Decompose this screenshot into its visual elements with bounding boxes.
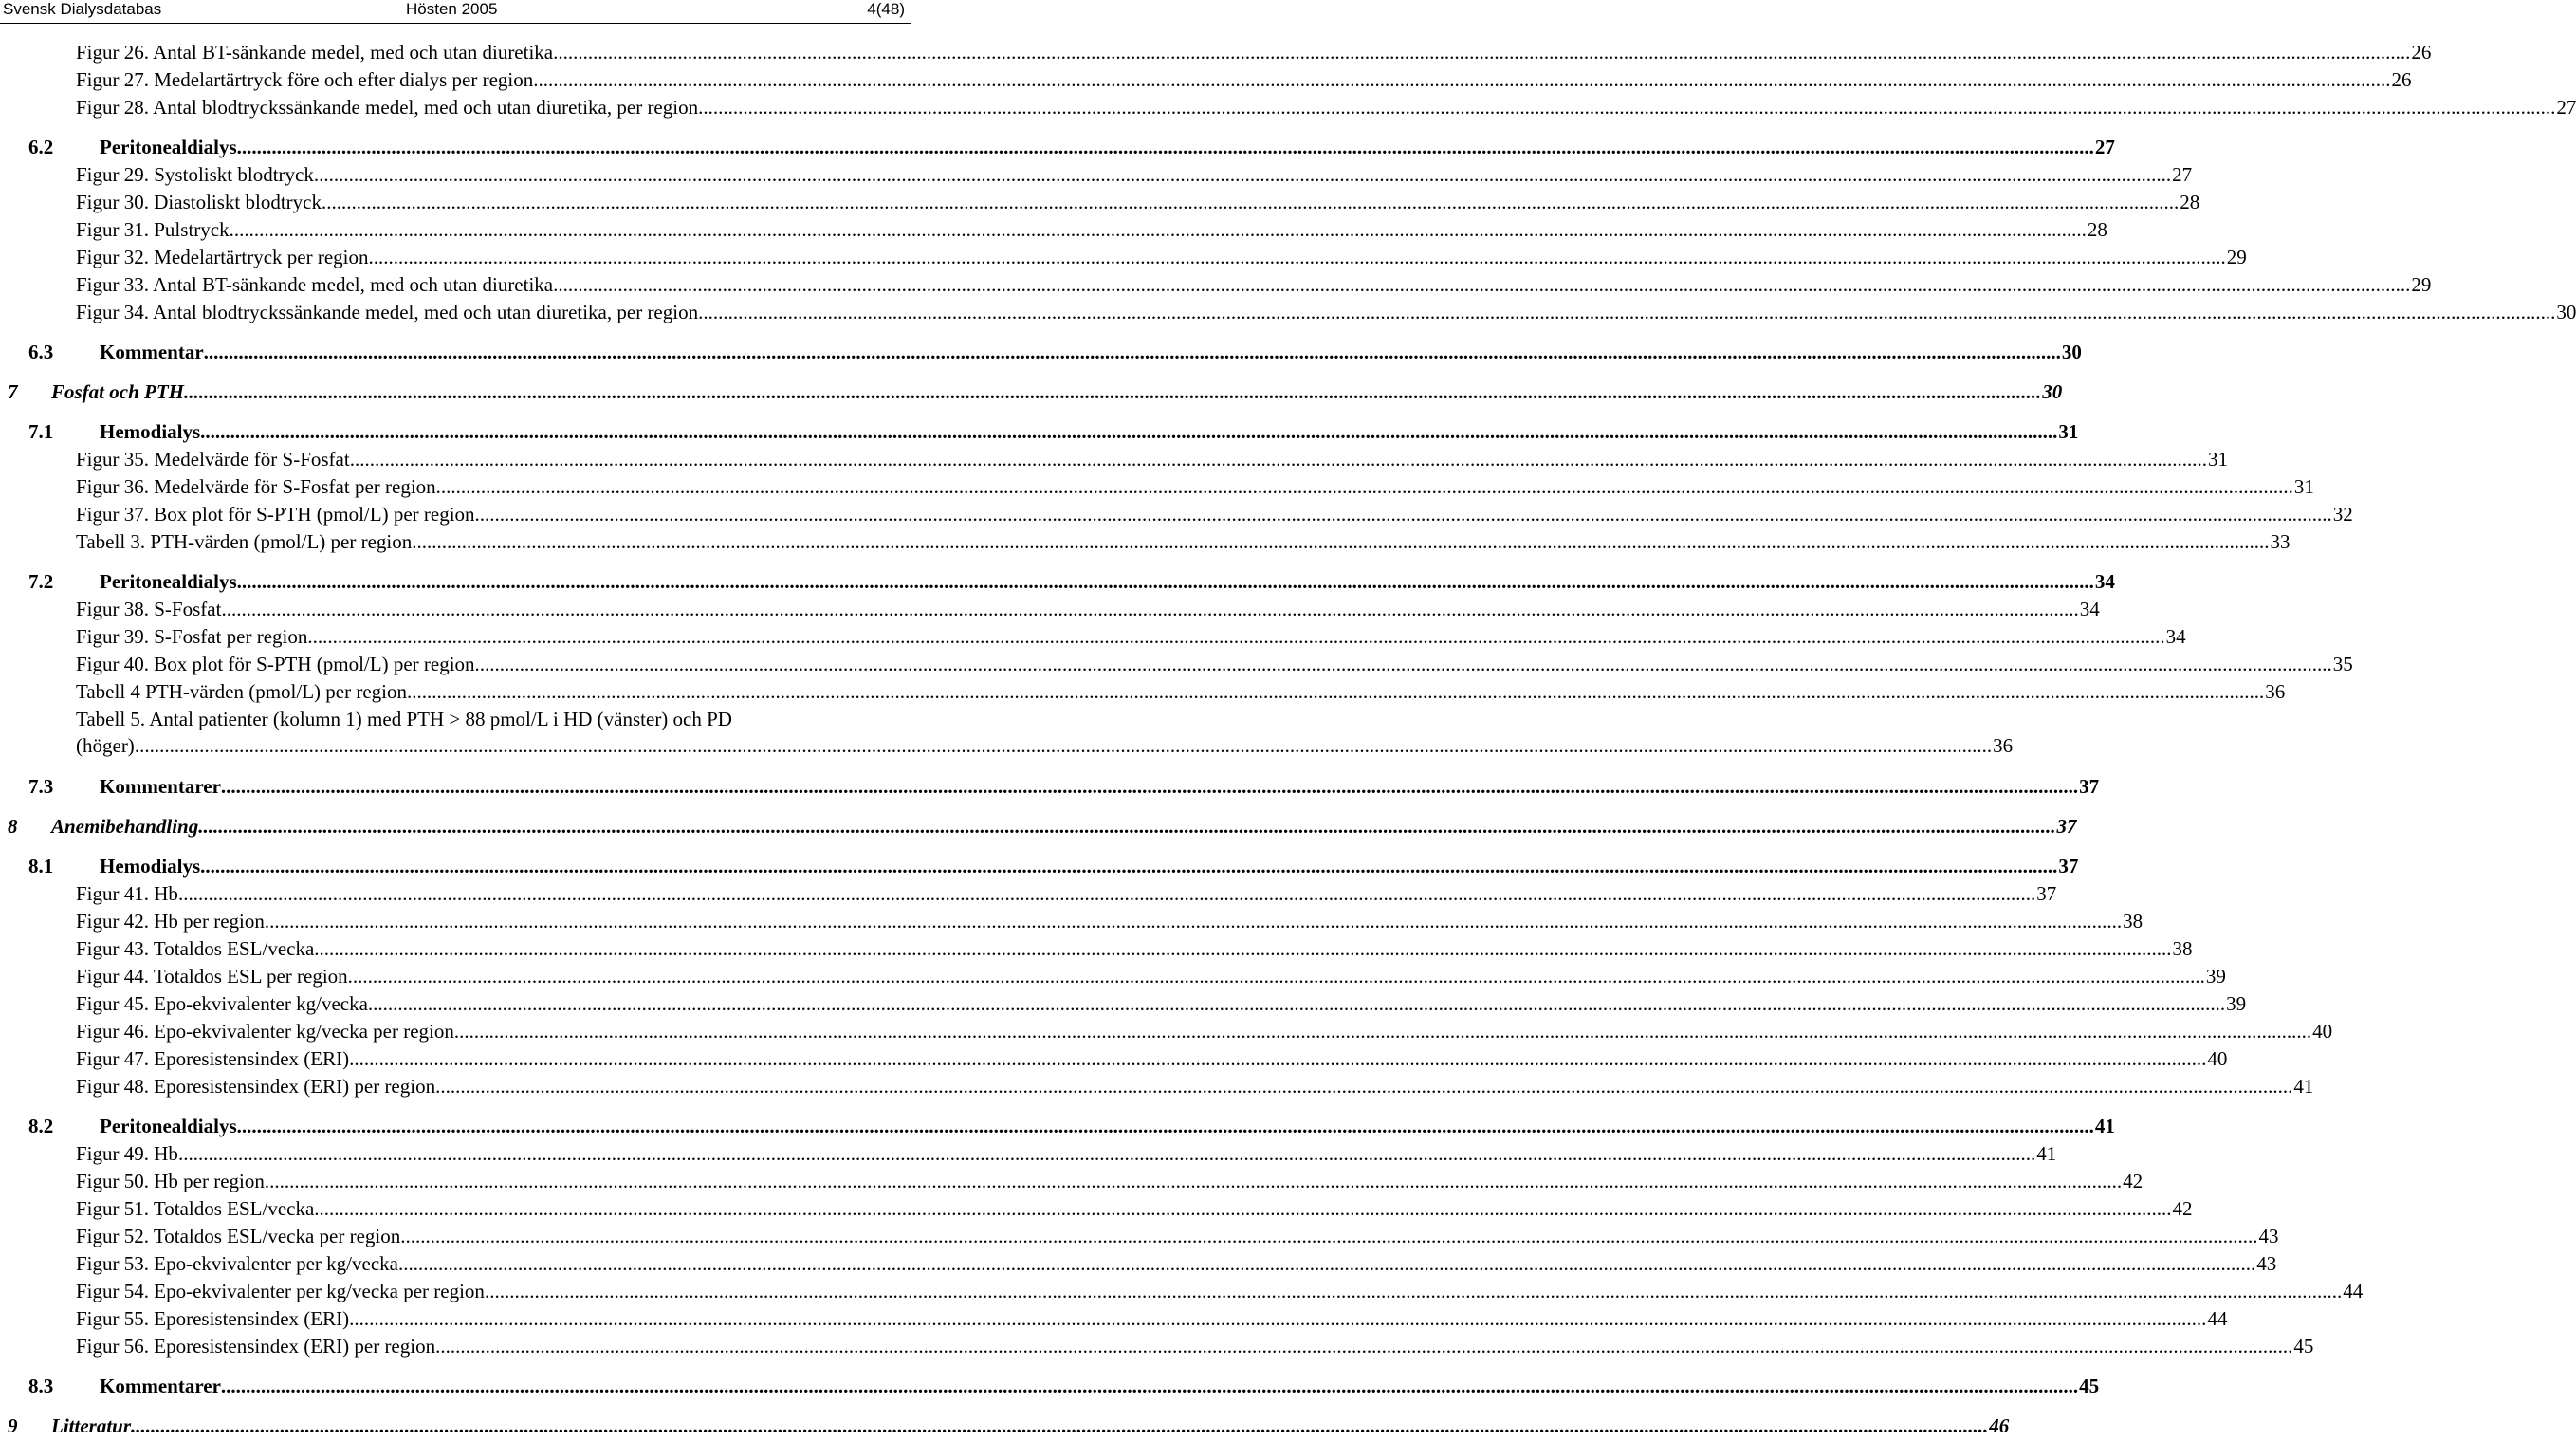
toc-page-number: 36 <box>2265 680 2286 703</box>
toc-entry[interactable] <box>76 1333 2314 1361</box>
toc-page-number: 37 <box>2056 815 2077 838</box>
toc-leader-dots <box>265 908 2122 934</box>
toc-entry-title: Figur 43. Totaldos ESL/vecka <box>76 937 315 960</box>
toc-page-number: 27 <box>2094 136 2115 158</box>
toc-entry[interactable] <box>76 216 2107 245</box>
toc-leader-dots <box>178 1140 2035 1167</box>
toc-leader-dots <box>178 880 2035 907</box>
toc-entry[interactable] <box>76 990 2247 1019</box>
toc-section-heading[interactable] <box>28 773 2100 802</box>
toc-entry[interactable] <box>76 1140 2057 1169</box>
toc-page-number: 36 <box>1993 734 2014 757</box>
toc-leader-dots <box>485 1278 2342 1304</box>
toc-entry-title-line1: Tabell 5. Antal patienter (kolumn 1) med PTH > 88 pmol/L i HD (vänster) och PD <box>76 708 732 730</box>
toc-leader-dots <box>348 963 2205 989</box>
toc-entry[interactable] <box>76 1073 2314 1101</box>
toc-entry-title: Figur 31. Pulstryck <box>76 218 230 241</box>
toc-page-number: 27 <box>2556 96 2576 119</box>
toc-page-number: 31 <box>2293 475 2314 498</box>
toc-section-number: 7.1 <box>28 420 54 443</box>
toc-entry[interactable] <box>76 446 2228 474</box>
toc-leader-dots <box>400 1223 2257 1249</box>
toc-page-number: 31 <box>2207 448 2228 471</box>
toc-page-number: 37 <box>2036 882 2057 905</box>
toc-entry[interactable] <box>76 1305 2228 1334</box>
toc-page-number: 41 <box>2293 1075 2314 1098</box>
toc-leader-dots <box>237 134 2094 160</box>
toc-section-title: Kommentarer <box>100 1375 221 1397</box>
toc-leader-dots <box>533 66 2390 93</box>
toc-page-number: 32 <box>2332 503 2353 526</box>
toc-entry[interactable] <box>76 1278 2364 1306</box>
toc-entry[interactable] <box>76 299 2576 327</box>
toc-entry-title: Figur 29. Systoliskt blodtryck <box>76 163 314 186</box>
toc-section-heading[interactable] <box>28 339 2082 367</box>
toc-entry-title: Figur 49. Hb <box>76 1142 178 1165</box>
toc-chapter-number: 8 <box>8 815 18 838</box>
toc-entry[interactable] <box>76 1195 2193 1224</box>
toc-entry[interactable] <box>76 528 2291 557</box>
toc-entry-title: Figur 37. Box plot för S-PTH (pmol/L) per region <box>76 503 475 526</box>
toc-leader-dots <box>322 189 2179 215</box>
toc-section-heading[interactable] <box>28 568 2115 597</box>
toc-leader-dots <box>135 732 1992 759</box>
toc-entry-title: Figur 27. Medelartärtryck före och efter dialys per region <box>76 68 534 91</box>
toc-section-title: Hemodialys <box>100 420 201 443</box>
toc-entry[interactable] <box>76 880 2057 909</box>
toc-leader-dots <box>698 94 2555 120</box>
toc-chapter-title: Litteratur <box>51 1414 132 1437</box>
toc-leader-dots <box>307 623 2164 650</box>
toc-page-number: 45 <box>2079 1375 2100 1397</box>
toc-leader-dots <box>350 446 2207 472</box>
toc-leader-dots <box>314 1195 2171 1222</box>
toc-entry-title: Figur 54. Epo-ekvivalenter per kg/vecka per region <box>76 1280 485 1302</box>
toc-entry[interactable] <box>76 1168 2144 1196</box>
toc-page-number: 39 <box>2205 965 2226 988</box>
toc-section-heading[interactable] <box>28 418 2079 447</box>
toc-entry[interactable] <box>76 963 2226 991</box>
toc-page-number: 29 <box>2226 246 2247 268</box>
toc-page-number: 33 <box>2270 530 2291 553</box>
toc-entry[interactable] <box>76 1223 2279 1251</box>
toc-entry[interactable] <box>76 501 2353 529</box>
toc-section-title: Hemodialys <box>100 855 201 878</box>
toc-entry-title: Figur 55. Eporesistensindex (ERI) <box>76 1307 350 1330</box>
toc-entry[interactable] <box>76 94 2576 122</box>
toc-section-title: Peritonealdialys <box>100 570 237 593</box>
toc-page-number: 45 <box>2293 1335 2314 1358</box>
toc-page-number: 38 <box>2123 910 2144 933</box>
toc-page-number: 28 <box>2180 191 2200 213</box>
toc-entry-title: Figur 26. Antal BT-sänkande medel, med och utan diuretika <box>76 41 554 64</box>
toc-entry-title: Figur 48. Eporesistensindex (ERI) per region <box>76 1075 436 1098</box>
toc-entry[interactable] <box>76 271 2432 300</box>
toc-leader-dots <box>221 596 2078 622</box>
toc-leader-dots <box>435 1073 2292 1099</box>
toc-leader-dots <box>698 299 2555 325</box>
toc-chapter-heading[interactable] <box>8 379 2063 407</box>
toc-leader-dots <box>314 935 2171 962</box>
toc-entry-title: Figur 40. Box plot för S-PTH (pmol/L) per region <box>76 653 475 675</box>
toc-leader-dots <box>198 813 2055 840</box>
toc-entry-title: Figur 56. Eporesistensindex (ERI) per region <box>76 1335 436 1358</box>
toc-entry[interactable] <box>76 1018 2333 1046</box>
toc-leader-dots <box>368 244 2225 270</box>
toc-leader-dots <box>237 1113 2094 1139</box>
toc-entry-title: Tabell 4 PTH-värden (pmol/L) per region <box>76 680 408 703</box>
toc-leader-dots <box>412 528 2269 555</box>
toc-page-number: 30 <box>2061 341 2082 363</box>
toc-page-number: 44 <box>2207 1307 2228 1330</box>
toc-page-number: 41 <box>2036 1142 2057 1165</box>
toc-page-number: 26 <box>2391 68 2412 91</box>
toc-page-number: 34 <box>2094 570 2115 593</box>
toc-page-number: 35 <box>2332 653 2353 675</box>
toc-leader-dots <box>368 990 2225 1017</box>
toc-chapter-heading[interactable] <box>8 813 2077 841</box>
toc-entry-title: Figur 35. Medelvärde för S-Fosfat <box>76 448 350 471</box>
toc-leader-dots <box>436 473 2293 500</box>
toc-entry[interactable] <box>76 651 2353 679</box>
toc-leader-dots <box>349 1305 2206 1332</box>
toc-entry-title-line2: (höger) <box>76 734 135 757</box>
toc-page-number: 28 <box>2087 218 2107 241</box>
toc-page-number: 41 <box>2094 1115 2115 1137</box>
toc-leader-dots <box>349 1045 2206 1072</box>
toc-page-number: 37 <box>2058 855 2079 878</box>
toc-entry-title: Figur 36. Medelvärde för S-Fosfat per region <box>76 475 436 498</box>
toc-section-heading[interactable] <box>28 1373 2100 1401</box>
toc-leader-dots <box>221 773 2078 800</box>
toc-page-number: 46 <box>1989 1414 2010 1437</box>
toc-entry[interactable] <box>76 908 2144 936</box>
toc-entry[interactable] <box>76 678 2286 707</box>
toc-entry-title: Figur 44. Totaldos ESL per region <box>76 965 348 988</box>
toc-entry-title: Figur 47. Eporesistensindex (ERI) <box>76 1047 350 1070</box>
toc-entry-multiline[interactable] <box>76 706 2014 763</box>
toc-chapter-title: Anemibehandling <box>51 815 199 838</box>
toc-entry-title: Figur 34. Antal blodtryckssänkande medel, med och utan diuretika, per region <box>76 301 699 323</box>
toc-section-heading[interactable] <box>28 134 2115 162</box>
toc-section-number: 6.3 <box>28 341 54 363</box>
toc-entry-title: Figur 30. Diastoliskt blodtryck <box>76 191 322 213</box>
toc-section-title: Peritonealdialys <box>100 136 237 158</box>
toc-leader-dots <box>398 1250 2255 1277</box>
toc-entry[interactable] <box>76 473 2314 502</box>
toc-page-number: 26 <box>2411 41 2432 64</box>
toc-section-title: Kommentar <box>100 341 204 363</box>
toc-entry-title: Figur 32. Medelartärtryck per region <box>76 246 369 268</box>
toc-entry-title: Figur 46. Epo-ekvivalenter kg/vecka per region <box>76 1020 454 1043</box>
header-document-title: Svensk Dialysdatabas <box>3 0 162 18</box>
toc-section-title: Kommentarer <box>100 775 221 798</box>
toc-section-number: 7.3 <box>28 775 54 798</box>
toc-page-number: 29 <box>2411 273 2432 296</box>
toc-leader-dots <box>204 339 2061 365</box>
toc-entry[interactable] <box>76 189 2200 217</box>
toc-entry[interactable] <box>76 161 2193 190</box>
toc-entry[interactable] <box>76 66 2412 95</box>
toc-leader-dots <box>184 379 2041 405</box>
toc-leader-dots <box>475 651 2332 677</box>
toc-entry-title: Figur 50. Hb per region <box>76 1170 265 1192</box>
toc-page-number: 43 <box>2256 1252 2277 1275</box>
toc-entry[interactable] <box>76 935 2193 964</box>
toc-entry-title: Figur 42. Hb per region <box>76 910 265 933</box>
toc-leader-dots <box>407 678 2264 705</box>
header-page-number: 4(48) <box>867 0 905 18</box>
toc-chapter-heading[interactable] <box>8 1413 2010 1441</box>
toc-entry-title: Figur 33. Antal BT-sänkande medel, med och utan diuretika <box>76 273 554 296</box>
toc-page-number: 30 <box>2556 301 2576 323</box>
toc-section-heading[interactable] <box>28 853 2079 881</box>
toc-entry-title: Figur 53. Epo-ekvivalenter per kg/vecka <box>76 1252 398 1275</box>
toc-page-number: 34 <box>2079 598 2100 620</box>
toc-section-number: 8.2 <box>28 1115 54 1137</box>
toc-section-number: 7.2 <box>28 570 54 593</box>
toc-entry[interactable] <box>76 244 2247 272</box>
toc-page-number: 38 <box>2172 937 2193 960</box>
toc-entry[interactable] <box>76 596 2100 624</box>
toc-entry[interactable] <box>76 1250 2277 1279</box>
toc-page-number: 34 <box>2165 625 2186 648</box>
toc-entry[interactable] <box>76 39 2432 67</box>
toc-entry-title: Figur 51. Totaldos ESL/vecka <box>76 1197 315 1220</box>
toc-page-number: 42 <box>2123 1170 2144 1192</box>
toc-section-number: 8.1 <box>28 855 54 878</box>
toc-section-heading[interactable] <box>28 1113 2115 1141</box>
toc-entry-title-line2-row <box>76 732 2014 759</box>
toc-leader-dots <box>131 1413 1988 1439</box>
toc-leader-dots <box>230 216 2087 243</box>
toc-page-number: 27 <box>2172 163 2193 186</box>
toc-page-number: 31 <box>2058 420 2079 443</box>
toc-page-number: 37 <box>2079 775 2100 798</box>
toc-leader-dots <box>435 1333 2292 1359</box>
toc-page-number: 39 <box>2226 992 2247 1015</box>
toc-entry-title: Figur 28. Antal blodtryckssänkande medel, med och utan diuretika, per region <box>76 96 699 119</box>
toc-page-number: 40 <box>2207 1047 2228 1070</box>
toc-leader-dots <box>553 39 2410 65</box>
toc-entry-title: Tabell 3. PTH-värden (pmol/L) per region <box>76 530 413 553</box>
toc-leader-dots <box>553 271 2410 298</box>
toc-section-number: 6.2 <box>28 136 54 158</box>
toc-section-number: 8.3 <box>28 1375 54 1397</box>
toc-leader-dots <box>454 1018 2311 1044</box>
toc-leader-dots <box>475 501 2332 527</box>
toc-entry[interactable] <box>76 623 2186 652</box>
header-date: Hösten 2005 <box>406 0 498 18</box>
toc-page-number: 40 <box>2312 1020 2333 1043</box>
toc-leader-dots <box>200 853 2057 879</box>
toc-section-title: Peritonealdialys <box>100 1115 237 1137</box>
toc-chapter-number: 9 <box>8 1414 18 1437</box>
toc-entry-title: Figur 52. Totaldos ESL/vecka per region <box>76 1225 401 1247</box>
toc-entry-title: Figur 41. Hb <box>76 882 178 905</box>
toc-leader-dots <box>265 1168 2122 1194</box>
toc-chapter-number: 7 <box>8 380 18 403</box>
toc-chapter-title: Fosfat och PTH <box>51 380 184 403</box>
toc-entry-title: Figur 39. S-Fosfat per region <box>76 625 308 648</box>
toc-leader-dots <box>237 568 2094 595</box>
toc-page-number: 30 <box>2042 380 2063 403</box>
toc-page-number: 44 <box>2343 1280 2364 1302</box>
toc-leader-dots <box>221 1373 2078 1399</box>
toc-entry[interactable] <box>76 1045 2228 1074</box>
toc-leader-dots <box>200 418 2057 445</box>
toc-page-number: 43 <box>2258 1225 2279 1247</box>
toc-page-number: 42 <box>2172 1197 2193 1220</box>
toc-leader-dots <box>314 161 2171 188</box>
toc-entry-title: Figur 38. S-Fosfat <box>76 598 222 620</box>
toc-entry-title: Figur 45. Epo-ekvivalenter kg/vecka <box>76 992 368 1015</box>
